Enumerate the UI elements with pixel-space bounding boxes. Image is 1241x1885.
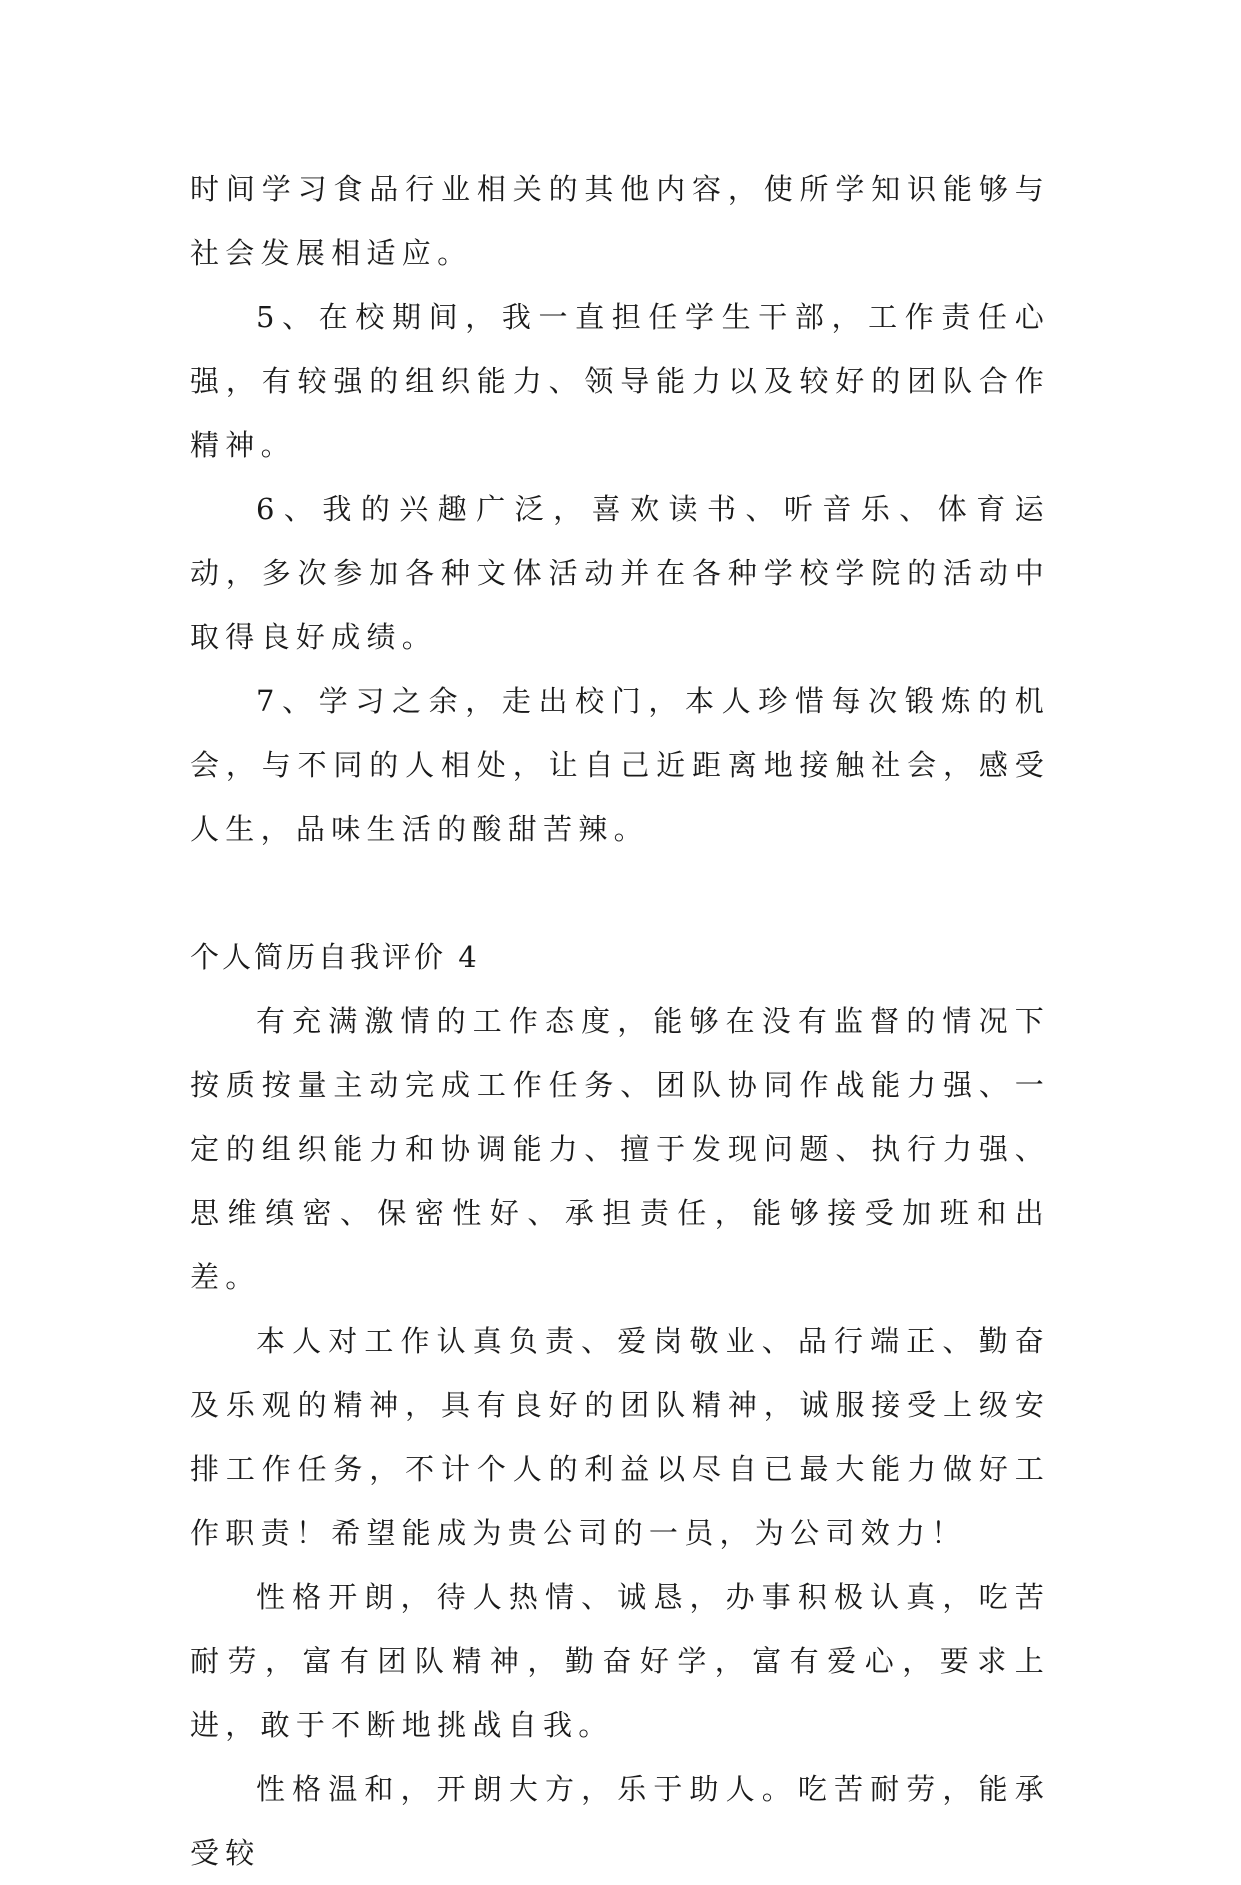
paragraph-personality: 性格开朗，待人热情、诚恳，办事积极认真，吃苦耐劳，富有团队精神，勤奋好学，富有爱心，要求上进，敢于不断地挑战自我。 [190, 1580, 1050, 1742]
paragraph-item-5: 5、在校期间，我一直担任学生干部，工作责任心强，有较强的组织能力、领导能力以及较好的团队合作精神。 [190, 300, 1050, 462]
document-body [190, 157, 1050, 1885]
paragraph-item-6: 6、我的兴趣广泛，喜欢读书、听音乐、体育运动，多次参加各种文体活动并在各种学校学院的活动中取得良好成绩。 [190, 492, 1050, 654]
paragraph-temperament: 性格温和，开朗大方，乐于助人。吃苦耐劳，能承受较 [190, 1772, 1050, 1870]
section-title: 个人简历自我评价 4 [190, 940, 480, 974]
paragraph-continuation: 时间学习食品行业相关的其他内容，使所学知识能够与社会发展相适应。 [190, 172, 1050, 270]
paragraph-responsibility: 本人对工作认真负责、爱岗敬业、品行端正、勤奋及乐观的精神，具有良好的团队精神，诚服接受上级安排工作任务，不计个人的利益以尽自已最大能力做好工作职责！希望能成为贵公司的一员，为公司效力！ [190, 1324, 1050, 1550]
paragraph-work-attitude: 有充满激情的工作态度，能够在没有监督的情况下按质按量主动完成工作任务、团队协同作战能力强、一定的组织能力和协调能力、擅于发现问题、执行力强、思维缜密、保密性好、承担责任，能够接受加班和出差。 [190, 1004, 1050, 1294]
paragraph-item-7: 7、学习之余，走出校门，本人珍惜每次锻炼的机会，与不同的人相处，让自己近距离地接触社会，感受人生，品味生活的酸甜苦辣。 [190, 684, 1050, 846]
